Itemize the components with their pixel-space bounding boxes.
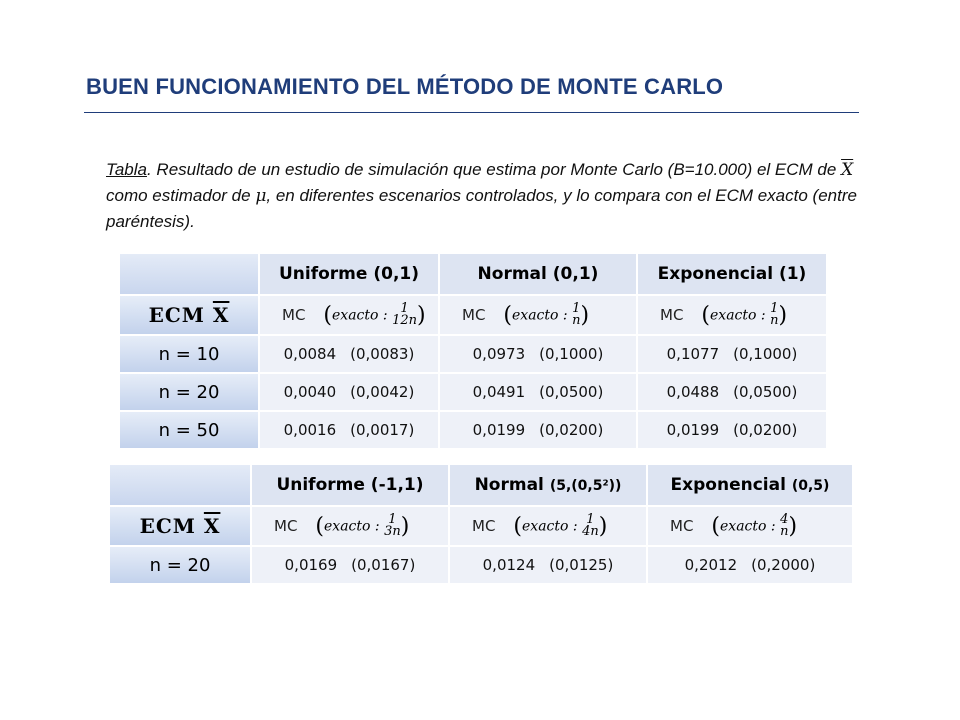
frac-den: n bbox=[770, 313, 779, 328]
exact-formula: (exacto : 1 n ) bbox=[503, 301, 590, 328]
frac-num: 1 bbox=[770, 301, 779, 316]
mc-value: 0,0488 bbox=[666, 383, 720, 401]
table2-header-normal bbox=[450, 465, 646, 505]
table-value-cell bbox=[260, 336, 438, 372]
exact-value: (0,0200) bbox=[539, 421, 604, 439]
mc-label: MC bbox=[472, 516, 496, 535]
table1-row-label: n = 50 bbox=[120, 412, 258, 448]
mc-value: 0,0084 bbox=[283, 345, 337, 363]
frac-den: n bbox=[572, 313, 581, 328]
frac-den: 12n bbox=[392, 313, 417, 328]
frac-num: 1 bbox=[400, 301, 409, 316]
results-table-1 bbox=[118, 252, 828, 450]
ecm-xbar-symbol: $\overline{X}$ bbox=[212, 303, 230, 327]
page-title: BUEN FUNCIONAMIENTO DEL MÉTODO DE MONTE CARLO bbox=[86, 74, 724, 99]
table1-header-uniforme: Uniforme (0,1) bbox=[260, 254, 438, 294]
frac-den: n bbox=[780, 524, 789, 539]
exact-word: exacto bbox=[324, 518, 371, 534]
table-value-cell bbox=[252, 547, 448, 583]
exact-value: (0,0167) bbox=[351, 556, 416, 574]
caption-label: Tabla bbox=[106, 160, 147, 179]
ecm-text: ECM bbox=[148, 303, 205, 327]
mc-value: 0,0199 bbox=[666, 421, 720, 439]
frac-num: 4 bbox=[780, 512, 789, 527]
exact-value: (0,0500) bbox=[539, 383, 604, 401]
table2-header-exponencial bbox=[648, 465, 852, 505]
ecm-xbar-symbol: $\overline{X}$ bbox=[203, 514, 221, 538]
table-value-cell bbox=[260, 374, 438, 410]
table1-mc-cell bbox=[638, 296, 826, 334]
table1-row-label: n = 10 bbox=[120, 336, 258, 372]
exact-value: (0,0125) bbox=[549, 556, 614, 574]
table2-row-label: n = 20 bbox=[110, 547, 250, 583]
table1-mc-cell bbox=[440, 296, 636, 334]
mc-label: MC bbox=[462, 305, 486, 324]
mc-value: 0,0040 bbox=[283, 383, 337, 401]
mc-value: 0,0169 bbox=[284, 556, 338, 574]
title-divider bbox=[84, 112, 859, 113]
header-main: Normal bbox=[474, 475, 550, 495]
frac-num: 1 bbox=[388, 512, 397, 527]
exact-value: (0,1000) bbox=[733, 345, 798, 363]
table-value-cell bbox=[450, 547, 646, 583]
mc-label: MC bbox=[274, 516, 298, 535]
mc-value: 0,0124 bbox=[482, 556, 536, 574]
mc-value: 0,1077 bbox=[666, 345, 720, 363]
table-caption bbox=[106, 157, 866, 235]
table-value-cell bbox=[638, 374, 826, 410]
header-main: Uniforme (-1,1) bbox=[276, 475, 424, 495]
caption-text-1: . Resultado de un estudio de simulación que estima por Monte Carlo (B=10.000) el ECM de bbox=[146, 160, 837, 179]
exact-value: (0,0500) bbox=[733, 383, 798, 401]
table-value-cell bbox=[260, 412, 438, 448]
exact-formula: (exacto : 1 n ) bbox=[701, 301, 788, 328]
header-small: (5,(0,5²)) bbox=[549, 478, 622, 494]
table2-mc-cell bbox=[450, 507, 646, 545]
exact-formula: (exacto : 1 4n ) bbox=[513, 512, 608, 539]
header-small: (0,5) bbox=[791, 478, 830, 494]
frac-num: 1 bbox=[572, 301, 581, 316]
exact-formula: (exacto : 1 12n ) bbox=[323, 301, 426, 328]
frac-num: 1 bbox=[586, 512, 595, 527]
table2-mc-cell bbox=[252, 507, 448, 545]
mc-value: 0,0016 bbox=[283, 421, 337, 439]
table1-mc-cell bbox=[260, 296, 438, 334]
caption-text-3: , en diferentes escenarios controlados, y lo compara con el ECM exacto (entre paréntesis). bbox=[106, 186, 857, 231]
table2-header-uniforme bbox=[252, 465, 448, 505]
table-value-cell bbox=[638, 336, 826, 372]
table2-mc-cell bbox=[648, 507, 852, 545]
exact-word: exacto bbox=[332, 307, 379, 323]
mc-label: MC bbox=[670, 516, 694, 535]
table1-corner bbox=[120, 254, 258, 294]
table2-ecm-label bbox=[110, 507, 250, 545]
exact-value: (0,0083) bbox=[350, 345, 415, 363]
table-value-cell bbox=[440, 374, 636, 410]
results-table-2 bbox=[108, 463, 854, 585]
table-value-cell bbox=[440, 412, 636, 448]
caption-text-2: como estimador de bbox=[106, 186, 251, 205]
exact-formula: (exacto : 4 n ) bbox=[711, 512, 798, 539]
table-value-cell bbox=[648, 547, 852, 583]
mc-value: 0,0491 bbox=[472, 383, 526, 401]
table-value-cell bbox=[440, 336, 636, 372]
mc-value: 0,0973 bbox=[472, 345, 526, 363]
exact-value: (0,1000) bbox=[539, 345, 604, 363]
exact-value: (0,0017) bbox=[350, 421, 415, 439]
table2-corner bbox=[110, 465, 250, 505]
exact-value: (0,0200) bbox=[733, 421, 798, 439]
exact-word: exacto bbox=[710, 307, 757, 323]
ecm-text: ECM bbox=[139, 514, 196, 538]
mc-label: MC bbox=[660, 305, 684, 324]
header-main: Exponencial bbox=[670, 475, 792, 495]
table-value-cell bbox=[638, 412, 826, 448]
exact-value: (0,0042) bbox=[350, 383, 415, 401]
mc-value: 0,2012 bbox=[684, 556, 738, 574]
exact-word: exacto bbox=[522, 518, 569, 534]
exact-formula: (exacto : 1 3n ) bbox=[315, 512, 410, 539]
exact-word: exacto bbox=[720, 518, 767, 534]
frac-den: 4n bbox=[582, 524, 599, 539]
caption-mu-symbol: μ bbox=[255, 186, 267, 206]
table1-header-normal: Normal (0,1) bbox=[440, 254, 636, 294]
table1-header-exponencial: Exponencial (1) bbox=[638, 254, 826, 294]
frac-den: 3n bbox=[384, 524, 401, 539]
caption-xbar-symbol: $\overline{X}$ bbox=[841, 160, 854, 180]
mc-label: MC bbox=[282, 305, 306, 324]
exact-value: (0,2000) bbox=[751, 556, 816, 574]
table1-row-label: n = 20 bbox=[120, 374, 258, 410]
mc-value: 0,0199 bbox=[472, 421, 526, 439]
table1-ecm-label bbox=[120, 296, 258, 334]
exact-word: exacto bbox=[512, 307, 559, 323]
